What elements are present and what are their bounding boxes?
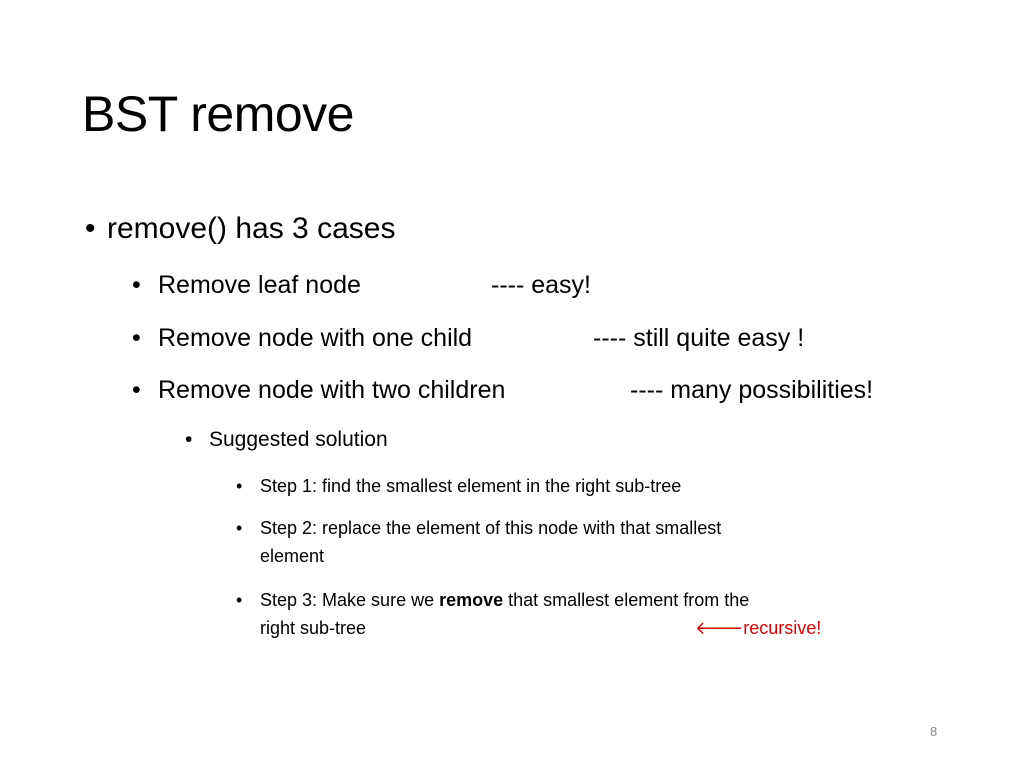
case-text: Remove node with one child [158,324,473,352]
bullet-dot-icon: • [236,590,243,610]
left-arrow-icon: 🡐 [695,618,744,638]
slide-title: BST remove [82,86,354,142]
bullet-dot-icon: • [236,518,243,538]
step-3-post: that smallest element from the [503,590,750,610]
bullet-dot-icon: • [236,476,243,496]
step-1-text: Step 1: find the smallest element in the right sub-tree [260,476,682,496]
bullet-dot-icon: • [132,376,141,404]
bullet-dot-icon: • [132,271,141,299]
step-3-bold-remove: remove [439,590,504,610]
step-2-line-1: Step 2: replace the element of this node with that smallest [260,518,722,538]
step-3-pre: Step 3: Make sure we [260,590,440,610]
case-note: ---- easy! [491,271,591,299]
recursive-note [695,614,821,642]
step-3-line-1 [260,586,749,614]
case-note: ---- many possibilities! [630,376,874,404]
case-text: Remove node with two children [158,376,506,404]
recursive-text: recursive! [743,618,822,638]
step-2-line-2: element [260,546,325,566]
page-number: 8 [930,724,938,739]
bullet-dot-icon: • [85,212,96,245]
bullet-dot-icon: • [132,324,141,352]
bullet-text: remove() has 3 cases [107,212,396,245]
case-note: ---- still quite easy ! [593,324,805,352]
bullet-dot-icon: • [185,428,193,451]
suggested-text: Suggested solution [209,428,388,451]
step-3-line-2: right sub-tree [260,618,367,638]
case-text: Remove leaf node [158,271,361,299]
